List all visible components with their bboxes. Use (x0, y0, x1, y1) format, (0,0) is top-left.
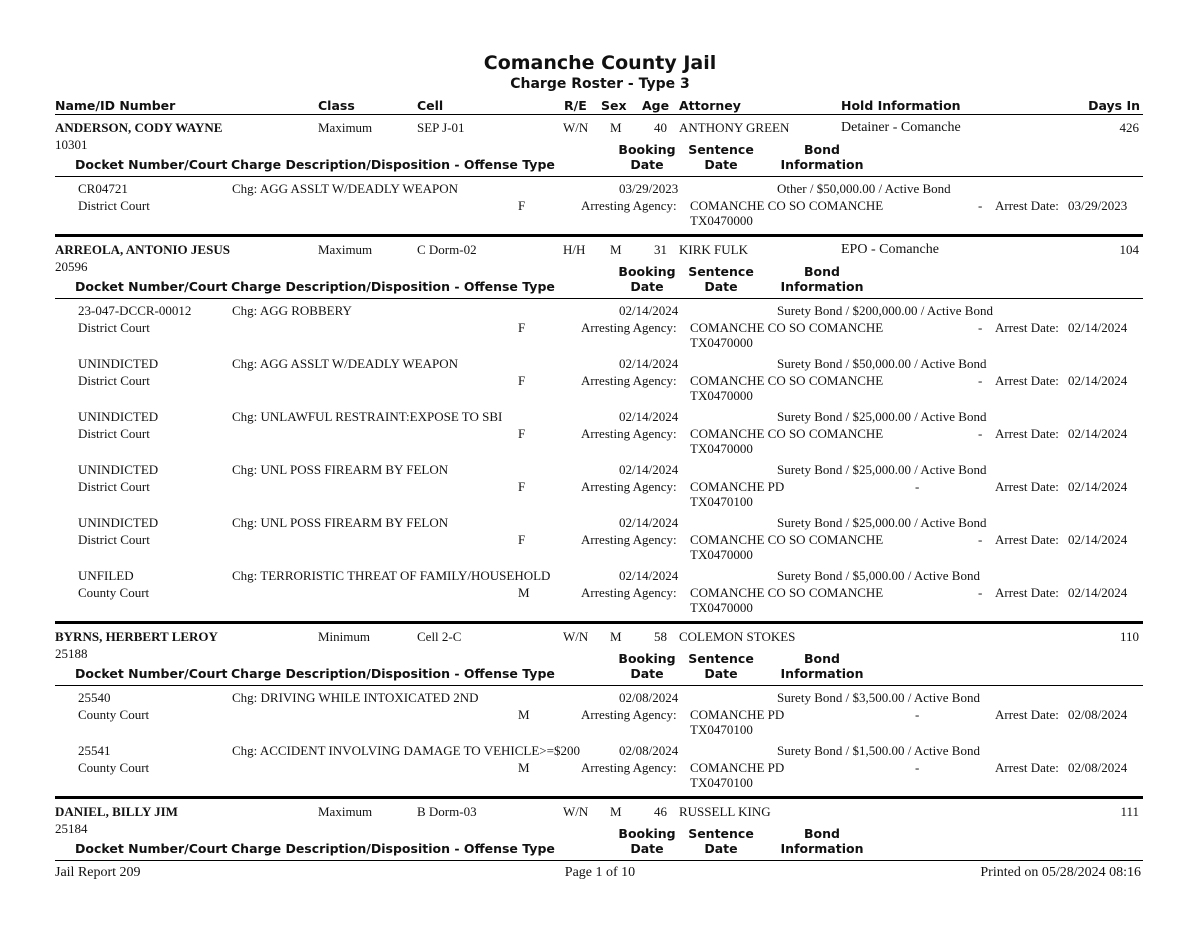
report-subtitle: Charge Roster - Type 3 (510, 76, 690, 92)
charge-offense-type: M (518, 585, 530, 600)
charge-header-sentence (685, 142, 757, 172)
charge-header-rule (55, 176, 1143, 177)
charge-description: Chg: AGG ASSLT W/DEADLY WEAPON (232, 356, 458, 371)
inmate-cell: SEP J-01 (417, 120, 465, 135)
charge-header-bond-line2: Information (780, 279, 864, 294)
charge-arresting-agency: COMANCHE CO SO COMANCHE (690, 198, 884, 213)
charge-description: Chg: AGG ROBBERY (232, 303, 352, 318)
inmate-sex: M (610, 629, 622, 644)
charge-court: County Court (78, 585, 150, 600)
page-bottom-rule (55, 860, 1143, 861)
arresting-agency-label: Arresting Agency: (581, 426, 677, 441)
charge-bond-info: Surety Bond / $5,000.00 / Active Bond (777, 568, 980, 583)
charge-arrest-date: 02/14/2024 (1068, 426, 1128, 441)
charge-header-booking-line2: Date (630, 841, 664, 856)
charge-docket: UNFILED (78, 568, 134, 583)
charge-header-booking-line1: Booking (618, 264, 676, 279)
charge-header-sentence (685, 651, 757, 681)
charge-booking-date: 02/08/2024 (619, 690, 679, 705)
inmate-race-ethnicity: W/N (563, 120, 589, 135)
arrest-date-label: Arrest Date: (995, 320, 1059, 335)
footer-printed-on: Printed on 05/28/2024 08:16 (980, 865, 1141, 880)
charge-booking-date: 03/29/2023 (619, 181, 679, 196)
charge-agency-code: TX0470100 (690, 722, 753, 737)
charge-offense-type: F (518, 479, 526, 494)
charge-agency-code: TX0470000 (690, 213, 753, 228)
inmate-separator (55, 621, 1143, 624)
column-header-re: R/E (564, 98, 587, 113)
charge-description: Chg: AGG ASSLT W/DEADLY WEAPON (232, 181, 458, 196)
arresting-agency-label: Arresting Agency: (581, 479, 677, 494)
inmate-hold: Detainer - Comanche (841, 120, 961, 135)
inmate-hold: EPO - Comanche (841, 242, 939, 257)
charge-header-bond (780, 142, 864, 172)
charge-docket: UNINDICTED (78, 515, 159, 530)
column-header-name-id: Name/ID Number (55, 98, 176, 113)
footer-report-name: Jail Report 209 (55, 865, 141, 880)
charge-bond-info: Surety Bond / $1,500.00 / Active Bond (777, 743, 980, 758)
inmate-attorney: COLEMON STOKES (679, 629, 796, 644)
charge-header-booking-line2: Date (630, 157, 664, 172)
charge-booking-date: 02/14/2024 (619, 462, 679, 477)
inmate-cell: C Dorm-02 (417, 242, 477, 257)
charge-booking-date: 02/14/2024 (619, 409, 679, 424)
inmate-separator (55, 234, 1143, 237)
arrest-date-label: Arrest Date: (995, 479, 1059, 494)
charge-header-booking (614, 651, 680, 681)
charge-bond-info: Surety Bond / $25,000.00 / Active Bond (777, 515, 987, 530)
charge-header-bond-line2: Information (780, 841, 864, 856)
charge-arrest-date: 02/08/2024 (1068, 707, 1128, 722)
charge-description: Chg: UNLAWFUL RESTRAINT:EXPOSE TO SBI (232, 409, 503, 424)
charge-header-bond-line2: Information (780, 157, 864, 172)
inmate-days-in: 104 (1119, 242, 1139, 257)
charge-description: Chg: TERRORISTIC THREAT OF FAMILY/HOUSEHOLD (232, 568, 551, 583)
charge-court: County Court (78, 760, 150, 775)
charge-header-bond-line1: Bond (804, 142, 840, 157)
inmate-age: 40 (654, 120, 667, 135)
charge-header-bond-line1: Bond (804, 651, 840, 666)
inmate-attorney: KIRK FULK (679, 242, 748, 257)
arresting-agency-label: Arresting Agency: (581, 707, 677, 722)
charge-booking-date: 02/14/2024 (619, 356, 679, 371)
inmate-race-ethnicity: W/N (563, 804, 589, 819)
charge-header-booking (614, 264, 680, 294)
arrest-date-label: Arrest Date: (995, 426, 1059, 441)
charge-arresting-agency: COMANCHE PD (690, 479, 785, 494)
charge-description: Chg: DRIVING WHILE INTOXICATED 2ND (232, 690, 479, 705)
charge-header-booking (614, 826, 680, 856)
inmate-name: DANIEL, BILLY JIM (55, 804, 178, 819)
charge-agency-code: TX0470000 (690, 441, 753, 456)
charge-offense-type: M (518, 760, 530, 775)
arrest-date-dash: - (978, 585, 983, 600)
charge-arresting-agency: COMANCHE CO SO COMANCHE (690, 373, 884, 388)
arresting-agency-label: Arresting Agency: (581, 532, 677, 547)
charge-agency-code: TX0470000 (690, 335, 753, 350)
column-header-days-in: Days In (1088, 98, 1140, 113)
charge-header-booking-line2: Date (630, 666, 664, 681)
charge-arresting-agency: COMANCHE CO SO COMANCHE (690, 532, 884, 547)
charge-court: District Court (78, 479, 150, 494)
charge-court: District Court (78, 373, 150, 388)
charge-arrest-date: 02/14/2024 (1068, 479, 1128, 494)
header-rule (55, 114, 1143, 115)
charge-header-rule (55, 685, 1143, 686)
inmate-sex: M (610, 804, 622, 819)
charge-court: District Court (78, 198, 150, 213)
charge-agency-code: TX0470000 (690, 600, 753, 615)
column-header-age: Age (642, 98, 670, 113)
arrest-date-label: Arrest Date: (995, 707, 1059, 722)
inmate-days-in: 110 (1119, 629, 1139, 644)
charge-header-rule (55, 298, 1143, 299)
inmate-class: Minimum (318, 629, 371, 644)
inmate-days-in: 426 (1119, 120, 1139, 135)
inmate-attorney: RUSSELL KING (679, 804, 771, 819)
arrest-date-label: Arrest Date: (995, 373, 1059, 388)
charge-header-bond-line2: Information (780, 666, 864, 681)
charge-booking-date: 02/14/2024 (619, 568, 679, 583)
inmate-name: ANDERSON, CODY WAYNE (55, 120, 223, 135)
column-header-cell: Cell (417, 98, 444, 113)
inmate-race-ethnicity: H/H (563, 242, 586, 257)
inmate-cell: Cell 2-C (417, 629, 462, 644)
arrest-date-label: Arrest Date: (995, 760, 1059, 775)
charge-header-description: Charge Description/Disposition - Offense Type (231, 279, 555, 294)
charge-bond-info: Other / $50,000.00 / Active Bond (777, 181, 951, 196)
charge-court: District Court (78, 532, 150, 547)
charge-arrest-date: 02/14/2024 (1068, 320, 1128, 335)
inmate-class: Maximum (318, 804, 373, 819)
charge-offense-type: F (518, 426, 526, 441)
inmate-id: 10301 (55, 137, 88, 152)
inmate-sex: M (610, 120, 622, 135)
charge-offense-type: F (518, 320, 526, 335)
charge-docket: 25540 (78, 690, 111, 705)
charge-header-sentence-line2: Date (704, 279, 738, 294)
charge-court: District Court (78, 426, 150, 441)
charge-bond-info: Surety Bond / $3,500.00 / Active Bond (777, 690, 980, 705)
charge-header-sentence (685, 826, 757, 856)
charge-arresting-agency: COMANCHE CO SO COMANCHE (690, 585, 884, 600)
arrest-date-dash: - (915, 479, 920, 494)
charge-docket: UNINDICTED (78, 462, 159, 477)
arrest-date-dash: - (915, 707, 920, 722)
arrest-date-dash: - (978, 320, 983, 335)
inmate-race-ethnicity: W/N (563, 629, 589, 644)
charge-arrest-date: 02/08/2024 (1068, 760, 1128, 775)
charge-bond-info: Surety Bond / $200,000.00 / Active Bond (777, 303, 993, 318)
charge-header-sentence-line2: Date (704, 666, 738, 681)
charge-header-sentence (685, 264, 757, 294)
charge-header-booking (614, 142, 680, 172)
charge-docket: UNINDICTED (78, 356, 159, 371)
charge-arresting-agency: COMANCHE PD (690, 760, 785, 775)
charge-header-bond (780, 264, 864, 294)
charge-agency-code: TX0470000 (690, 547, 753, 562)
report-title: Comanche County Jail (483, 52, 717, 74)
charge-description: Chg: UNL POSS FIREARM BY FELON (232, 515, 449, 530)
charge-docket: 25541 (78, 743, 111, 758)
arrest-date-label: Arrest Date: (995, 532, 1059, 547)
arresting-agency-label: Arresting Agency: (581, 585, 677, 600)
charge-agency-code: TX0470100 (690, 494, 753, 509)
charge-header-description: Charge Description/Disposition - Offense Type (231, 157, 555, 172)
charge-header-sentence-line1: Sentence (688, 826, 754, 841)
charge-header-booking-line1: Booking (618, 142, 676, 157)
arresting-agency-label: Arresting Agency: (581, 320, 677, 335)
charge-header-docket: Docket Number/Court (75, 841, 228, 856)
inmate-sex: M (610, 242, 622, 257)
column-header-hold: Hold Information (841, 98, 961, 113)
column-header-sex: Sex (601, 98, 627, 113)
charge-agency-code: TX0470100 (690, 775, 753, 790)
arrest-date-label: Arrest Date: (995, 585, 1059, 600)
inmate-class: Maximum (318, 120, 373, 135)
charge-header-bond-line1: Bond (804, 264, 840, 279)
charge-docket: CR04721 (78, 181, 128, 196)
charge-header-description: Charge Description/Disposition - Offense Type (231, 841, 555, 856)
column-header-class: Class (318, 98, 355, 113)
charge-header-docket: Docket Number/Court (75, 666, 228, 681)
charge-header-bond (780, 826, 864, 856)
charge-header-docket: Docket Number/Court (75, 279, 228, 294)
charge-offense-type: F (518, 198, 526, 213)
charge-offense-type: F (518, 373, 526, 388)
charge-booking-date: 02/08/2024 (619, 743, 679, 758)
charge-arrest-date: 03/29/2023 (1068, 198, 1128, 213)
charge-docket: UNINDICTED (78, 409, 159, 424)
charge-booking-date: 02/14/2024 (619, 303, 679, 318)
charge-booking-date: 02/14/2024 (619, 515, 679, 530)
charge-header-bond-line1: Bond (804, 826, 840, 841)
inmate-separator (55, 796, 1143, 799)
inmate-id: 25184 (55, 821, 88, 836)
charge-bond-info: Surety Bond / $50,000.00 / Active Bond (777, 356, 987, 371)
charge-arrest-date: 02/14/2024 (1068, 373, 1128, 388)
inmate-age: 46 (654, 804, 667, 819)
charge-header-sentence-line1: Sentence (688, 264, 754, 279)
inmate-attorney: ANTHONY GREEN (679, 120, 790, 135)
charge-agency-code: TX0470000 (690, 388, 753, 403)
charge-docket: 23-047-DCCR-00012 (78, 303, 192, 318)
charge-header-description: Charge Description/Disposition - Offense Type (231, 666, 555, 681)
charge-header-sentence-line2: Date (704, 841, 738, 856)
inmate-name: ARREOLA, ANTONIO JESUS (55, 242, 230, 257)
inmate-days-in: 111 (1120, 804, 1139, 819)
charge-arrest-date: 02/14/2024 (1068, 532, 1128, 547)
arresting-agency-label: Arresting Agency: (581, 373, 677, 388)
charge-header-sentence-line2: Date (704, 157, 738, 172)
inmate-id: 25188 (55, 646, 88, 661)
arresting-agency-label: Arresting Agency: (581, 760, 677, 775)
charge-arrest-date: 02/14/2024 (1068, 585, 1128, 600)
charge-header-docket: Docket Number/Court (75, 157, 228, 172)
charge-court: County Court (78, 707, 150, 722)
inmate-age: 31 (654, 242, 667, 257)
charge-offense-type: M (518, 707, 530, 722)
charge-header-booking-line1: Booking (618, 651, 676, 666)
charge-bond-info: Surety Bond / $25,000.00 / Active Bond (777, 462, 987, 477)
charge-arresting-agency: COMANCHE PD (690, 707, 785, 722)
charge-offense-type: F (518, 532, 526, 547)
footer-page-number: Page 1 of 10 (564, 865, 636, 880)
charge-arresting-agency: COMANCHE CO SO COMANCHE (690, 426, 884, 441)
inmate-cell: B Dorm-03 (417, 804, 477, 819)
charge-court: District Court (78, 320, 150, 335)
inmate-name: BYRNS, HERBERT LEROY (55, 629, 218, 644)
arrest-date-dash: - (978, 532, 983, 547)
charge-arresting-agency: COMANCHE CO SO COMANCHE (690, 320, 884, 335)
column-header-attorney: Attorney (679, 98, 741, 113)
arrest-date-dash: - (978, 198, 983, 213)
charge-header-booking-line2: Date (630, 279, 664, 294)
arrest-date-dash: - (915, 760, 920, 775)
inmate-class: Maximum (318, 242, 373, 257)
charge-header-bond (780, 651, 864, 681)
charge-header-sentence-line1: Sentence (688, 142, 754, 157)
charge-bond-info: Surety Bond / $25,000.00 / Active Bond (777, 409, 987, 424)
inmate-id: 20596 (55, 259, 88, 274)
charge-description: Chg: UNL POSS FIREARM BY FELON (232, 462, 449, 477)
arrest-date-dash: - (978, 426, 983, 441)
arrest-date-dash: - (978, 373, 983, 388)
charge-header-booking-line1: Booking (618, 826, 676, 841)
arrest-date-label: Arrest Date: (995, 198, 1059, 213)
arresting-agency-label: Arresting Agency: (581, 198, 677, 213)
inmate-age: 58 (654, 629, 667, 644)
charge-description: Chg: ACCIDENT INVOLVING DAMAGE TO VEHICLE>=$200 (232, 743, 580, 758)
charge-header-sentence-line1: Sentence (688, 651, 754, 666)
